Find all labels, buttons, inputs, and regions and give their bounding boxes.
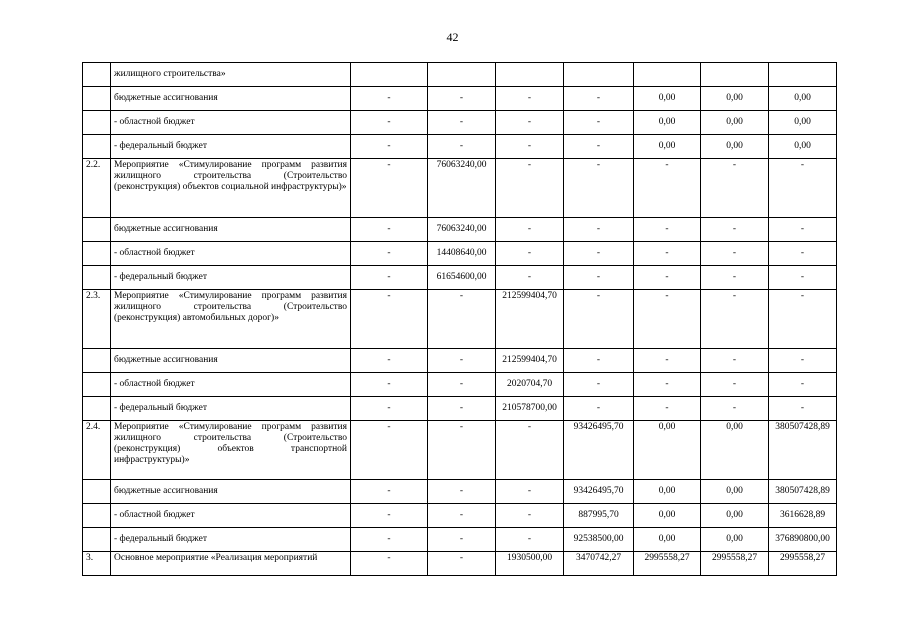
amount-cell: - [701,373,769,397]
description-cell: - областной бюджет [111,373,351,397]
amount-cell: 93426495,70 [564,480,634,504]
amount-cell: 0,00 [634,504,701,528]
description-cell: - федеральный бюджет [111,135,351,159]
amount-cell: - [428,135,496,159]
amount-cell: - [496,135,564,159]
row-3 [83,552,837,576]
amount-cell: 0,00 [634,111,701,135]
amount-cell: - [634,266,701,290]
item-number-cell: 2.3. [83,290,111,349]
item-number-cell [83,63,111,87]
amount-cell: 93426495,70 [564,421,634,480]
amount-cell: - [428,397,496,421]
amount-cell: - [634,242,701,266]
amount-cell: 3470742,27 [564,552,634,576]
description-cell: Основное мероприятие «Реализация мероприятий [111,552,351,576]
amount-cell: - [428,87,496,111]
item-number-cell [83,349,111,373]
amount-cell: - [496,242,564,266]
amount-cell: 210578700,00 [496,397,564,421]
description-cell: Мероприятие «Стимулирование программ развития жилищного строительства (Строительство (реконструкция) объектов социальной инфраструктуры)» [111,159,351,218]
amount-cell: 0,00 [634,421,701,480]
row-continuation [83,63,837,87]
description-cell: бюджетные ассигнования [111,480,351,504]
amount-cell: - [351,242,428,266]
amount-cell: - [351,135,428,159]
amount-cell: - [769,159,837,218]
amount-cell: 61654600,00 [428,266,496,290]
amount-cell: 2020704,70 [496,373,564,397]
description-cell: бюджетные ассигнования [111,87,351,111]
row-2-3-federal [83,397,837,421]
amount-cell: 0,00 [634,87,701,111]
amount-cell: - [496,266,564,290]
amount-cell: - [701,266,769,290]
item-number-cell [83,266,111,290]
amount-cell: - [564,266,634,290]
amount-cell: 1930500,00 [496,552,564,576]
amount-cell: - [564,135,634,159]
amount-cell: 380507428,89 [769,480,837,504]
row-2-2 [83,159,837,218]
amount-cell: 0,00 [701,528,769,552]
row-2-3-budget [83,349,837,373]
amount-cell: - [351,218,428,242]
amount-cell: - [564,397,634,421]
amount-cell: 0,00 [701,135,769,159]
item-number-cell [83,135,111,159]
amount-cell: - [769,218,837,242]
amount-cell: - [496,111,564,135]
row-2-2-federal [83,266,837,290]
amount-cell: - [769,266,837,290]
description-cell: - федеральный бюджет [111,397,351,421]
item-number-cell [83,373,111,397]
item-number-cell [83,87,111,111]
description-cell: Мероприятие «Стимулирование программ развития жилищного строительства (Строительство (реконструкция) объектов транспортной инфраструктуры)» [111,421,351,480]
amount-cell: - [634,218,701,242]
row-2-4-regional [83,504,837,528]
amount-cell: - [564,349,634,373]
amount-cell: 887995,70 [564,504,634,528]
amount-cell: - [351,397,428,421]
amount-cell: - [701,290,769,349]
amount-cell: - [769,373,837,397]
row-budget [83,87,837,111]
amount-cell: - [564,87,634,111]
amount-cell [634,63,701,87]
amount-cell: 0,00 [701,480,769,504]
row-2-4-federal [83,528,837,552]
amount-cell: - [769,349,837,373]
description-cell: жилищного строительства» [111,63,351,87]
row-2-3 [83,290,837,349]
item-number-cell [83,504,111,528]
amount-cell: - [701,218,769,242]
description-cell: бюджетные ассигнования [111,349,351,373]
row-federal [83,135,837,159]
amount-cell: 212599404,70 [496,349,564,373]
amount-cell: - [351,87,428,111]
amount-cell: - [634,373,701,397]
amount-cell [701,63,769,87]
item-number-cell [83,397,111,421]
amount-cell: 0,00 [769,135,837,159]
amount-cell: 92538500,00 [564,528,634,552]
amount-cell [351,63,428,87]
amount-cell: - [351,290,428,349]
amount-cell: 0,00 [634,135,701,159]
amount-cell [564,63,634,87]
amount-cell [428,63,496,87]
row-2-3-regional [83,373,837,397]
amount-cell: - [351,159,428,218]
description-cell: - областной бюджет [111,242,351,266]
page-number: 42 [446,30,459,44]
amount-cell: - [701,242,769,266]
amount-cell: - [564,242,634,266]
amount-cell: - [564,218,634,242]
amount-cell: - [634,290,701,349]
item-number-cell: 2.4. [83,421,111,480]
amount-cell: 0,00 [634,528,701,552]
amount-cell: - [634,349,701,373]
item-number-cell [83,480,111,504]
amount-cell: - [428,528,496,552]
amount-cell: - [351,373,428,397]
amount-cell: - [496,87,564,111]
amount-cell: 2995558,27 [634,552,701,576]
amount-cell [496,63,564,87]
description-cell: - федеральный бюджет [111,266,351,290]
amount-cell: - [428,552,496,576]
amount-cell: - [701,159,769,218]
amount-cell: - [351,480,428,504]
amount-cell: 2995558,27 [769,552,837,576]
amount-cell: 0,00 [701,111,769,135]
amount-cell: - [634,397,701,421]
amount-cell: 14408640,00 [428,242,496,266]
amount-cell: 0,00 [769,87,837,111]
amount-cell: 0,00 [769,111,837,135]
description-cell: - федеральный бюджет [111,528,351,552]
row-2-4 [83,421,837,480]
amount-cell: - [351,504,428,528]
amount-cell: - [428,373,496,397]
row-regional [83,111,837,135]
amount-cell: - [351,266,428,290]
amount-cell: - [701,349,769,373]
amount-cell: - [564,373,634,397]
amount-cell: 76063240,00 [428,159,496,218]
amount-cell: - [351,349,428,373]
item-number-cell [83,528,111,552]
amount-cell: 376890800,00 [769,528,837,552]
amount-cell: - [496,159,564,218]
amount-cell: - [428,480,496,504]
item-number-cell [83,242,111,266]
amount-cell: - [428,290,496,349]
amount-cell: - [428,504,496,528]
amount-cell: 0,00 [701,504,769,528]
amount-cell: - [564,159,634,218]
amount-cell: - [769,242,837,266]
description-cell: бюджетные ассигнования [111,218,351,242]
item-number-cell: 3. [83,552,111,576]
description-cell: Мероприятие «Стимулирование программ развития жилищного строительства (Строительство (реконструкция) автомобильных дорог)» [111,290,351,349]
amount-cell: - [351,111,428,135]
amount-cell: - [496,480,564,504]
amount-cell: 0,00 [701,421,769,480]
amount-cell: - [496,218,564,242]
amount-cell: - [496,528,564,552]
item-number-cell [83,218,111,242]
amount-cell: - [769,290,837,349]
row-2-2-budget [83,218,837,242]
amount-cell: 0,00 [634,480,701,504]
amount-cell: - [634,159,701,218]
amount-cell: - [351,528,428,552]
description-cell: - областной бюджет [111,111,351,135]
amount-cell: - [564,290,634,349]
amount-cell: 2995558,27 [701,552,769,576]
amount-cell: - [496,421,564,480]
amount-cell: 3616628,89 [769,504,837,528]
amount-cell: - [428,421,496,480]
amount-cell: 0,00 [701,87,769,111]
amount-cell: - [428,349,496,373]
amount-cell [769,63,837,87]
amount-cell: - [428,111,496,135]
amount-cell: 380507428,89 [769,421,837,480]
budget-table [82,62,837,576]
amount-cell: - [564,111,634,135]
amount-cell: - [351,421,428,480]
row-2-2-regional [83,242,837,266]
amount-cell: 76063240,00 [428,218,496,242]
item-number-cell [83,111,111,135]
description-cell: - областной бюджет [111,504,351,528]
row-2-4-budget [83,480,837,504]
amount-cell: - [769,397,837,421]
amount-cell: - [351,552,428,576]
item-number-cell: 2.2. [83,159,111,218]
amount-cell: 212599404,70 [496,290,564,349]
amount-cell: - [701,397,769,421]
amount-cell: - [496,504,564,528]
